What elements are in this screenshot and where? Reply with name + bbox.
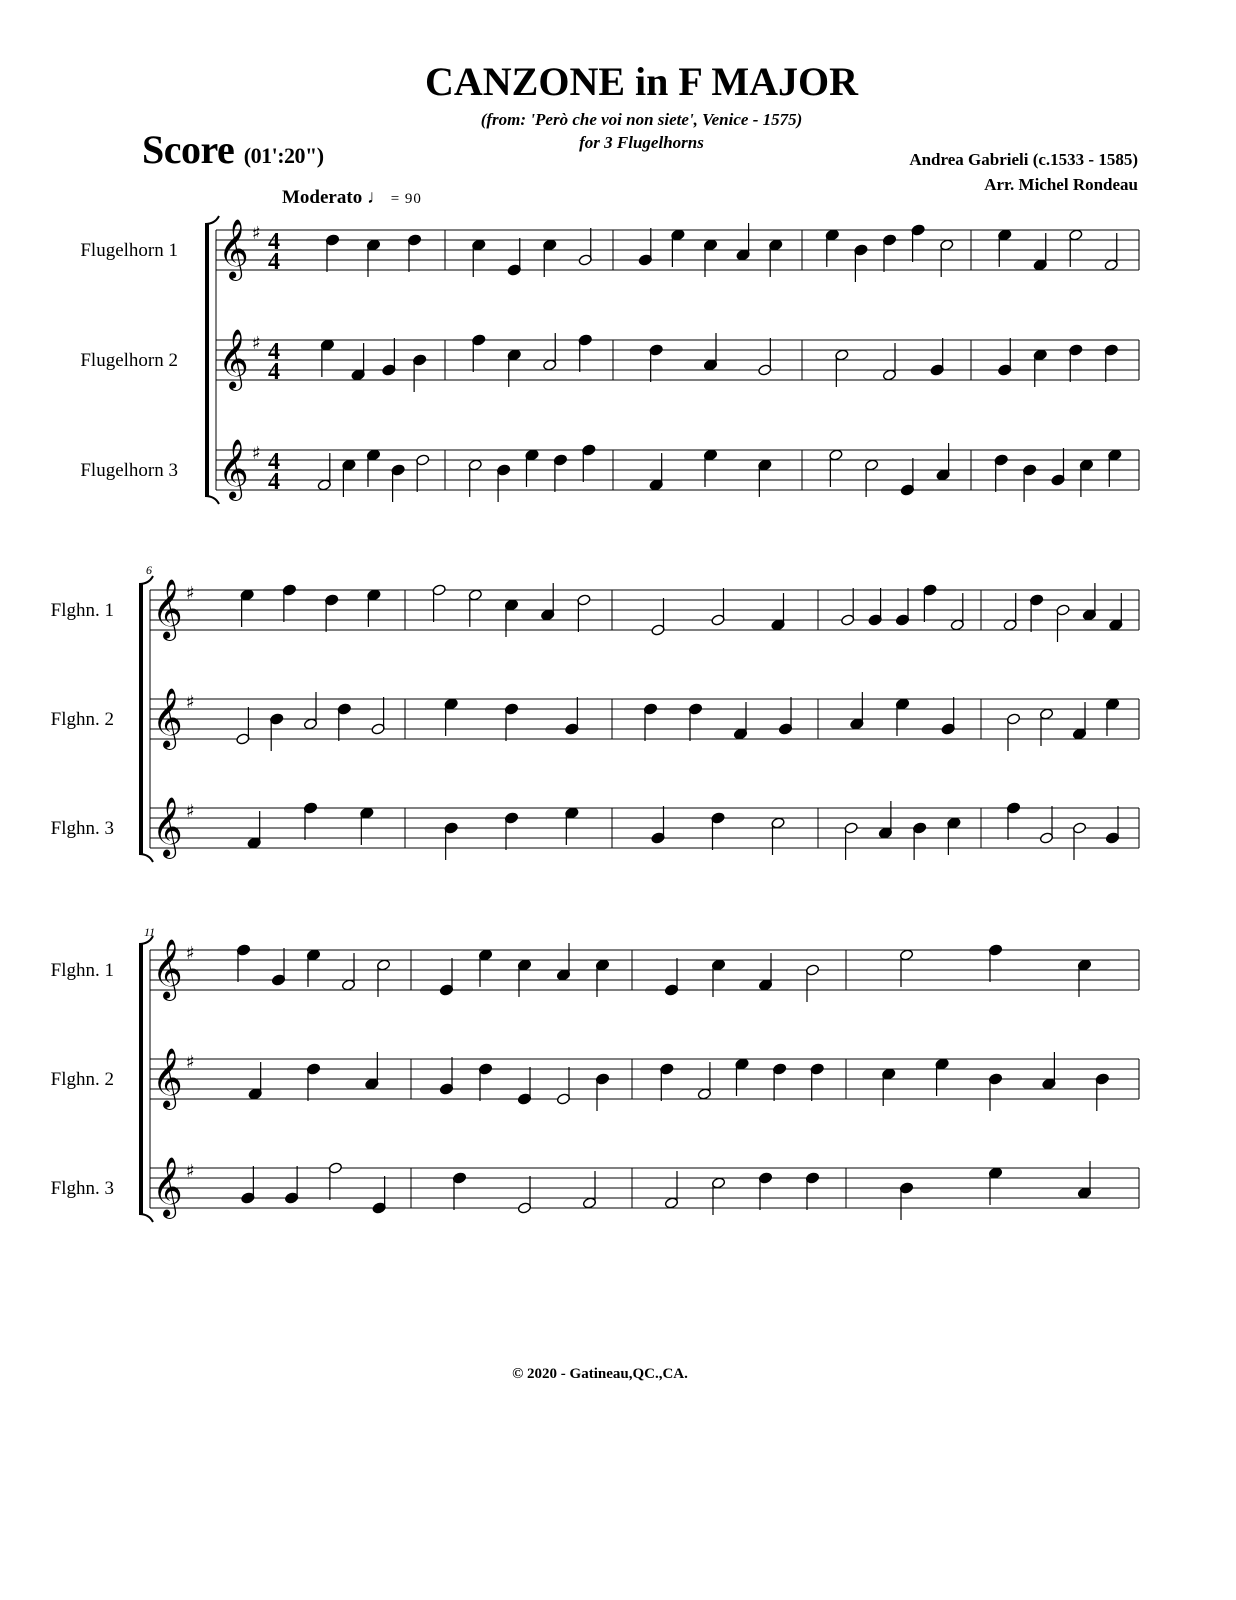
system-bracket xyxy=(205,216,219,224)
system-bracket xyxy=(205,224,209,496)
staff-label: Flugelhorn 3 xyxy=(80,460,178,481)
system-bracket xyxy=(205,496,219,504)
measure-number: 11 xyxy=(144,925,156,939)
time-signature-numerator: 4 xyxy=(268,339,280,365)
treble-clef-icon: 𝄞 xyxy=(152,579,183,639)
sharp-icon: ♯ xyxy=(186,801,195,822)
source-subtitle: (from: 'Però che voi non siete', Venice - 1575) xyxy=(480,110,803,129)
sharp-icon: ♯ xyxy=(252,223,261,244)
instrumentation-subtitle: for 3 Flugelhorns xyxy=(579,133,704,152)
sharp-icon: ♯ xyxy=(252,443,261,464)
system-bracket xyxy=(139,936,153,944)
sharp-icon: ♯ xyxy=(186,583,195,604)
arranger-credit: Arr. Michel Rondeau xyxy=(984,175,1138,194)
page-title: CANZONE in F MAJOR xyxy=(425,59,858,104)
quarter-note-icon: ♩ xyxy=(366,187,386,208)
staff-label: Flghn. 2 xyxy=(50,709,114,730)
staff-label: Flghn. 2 xyxy=(50,1069,114,1090)
sharp-icon: ♯ xyxy=(252,333,261,354)
time-signature-numerator: 4 xyxy=(268,449,280,475)
system-bracket xyxy=(139,1214,153,1222)
time-signature-denominator: 4 xyxy=(268,249,280,275)
treble-clef-icon: 𝄞 xyxy=(152,1048,183,1108)
staff-label: Flghn. 3 xyxy=(50,1178,114,1199)
treble-clef-icon: 𝄞 xyxy=(218,439,249,499)
system-bracket xyxy=(139,854,153,862)
treble-clef-icon: 𝄞 xyxy=(152,939,183,999)
staff-label: Flghn. 1 xyxy=(50,600,114,621)
score-label: Score xyxy=(142,127,235,172)
treble-clef-icon: 𝄞 xyxy=(152,797,183,857)
time-signature-numerator: 4 xyxy=(268,229,280,255)
system-bracket xyxy=(139,584,143,854)
sharp-icon: ♯ xyxy=(186,1161,195,1182)
copyright-footer: © 2020 - Gatineau,QC.,CA. xyxy=(512,1366,688,1382)
staff-label: Flugelhorn 1 xyxy=(80,240,178,261)
tempo-text: Moderato xyxy=(282,187,363,208)
treble-clef-icon: 𝄞 xyxy=(218,329,249,389)
sharp-icon: ♯ xyxy=(186,1052,195,1073)
measure-number: 6 xyxy=(146,563,152,577)
sharp-icon: ♯ xyxy=(186,943,195,964)
treble-clef-icon: 𝄞 xyxy=(218,219,249,279)
treble-clef-icon: 𝄞 xyxy=(152,688,183,748)
staff-label: Flugelhorn 2 xyxy=(80,350,178,371)
staff-label: Flghn. 3 xyxy=(50,818,114,839)
staff-label: Flghn. 1 xyxy=(50,960,114,981)
time-signature-denominator: 4 xyxy=(268,469,280,495)
treble-clef-icon: 𝄞 xyxy=(152,1157,183,1217)
duration-label: (01':20") xyxy=(243,143,324,168)
composer-credit: Andrea Gabrieli (c.1533 - 1585) xyxy=(909,150,1138,169)
system-bracket xyxy=(139,944,143,1214)
sharp-icon: ♯ xyxy=(186,692,195,713)
tempo-bpm: = 90 xyxy=(390,191,422,207)
time-signature-denominator: 4 xyxy=(268,359,280,385)
system-bracket xyxy=(139,576,153,584)
